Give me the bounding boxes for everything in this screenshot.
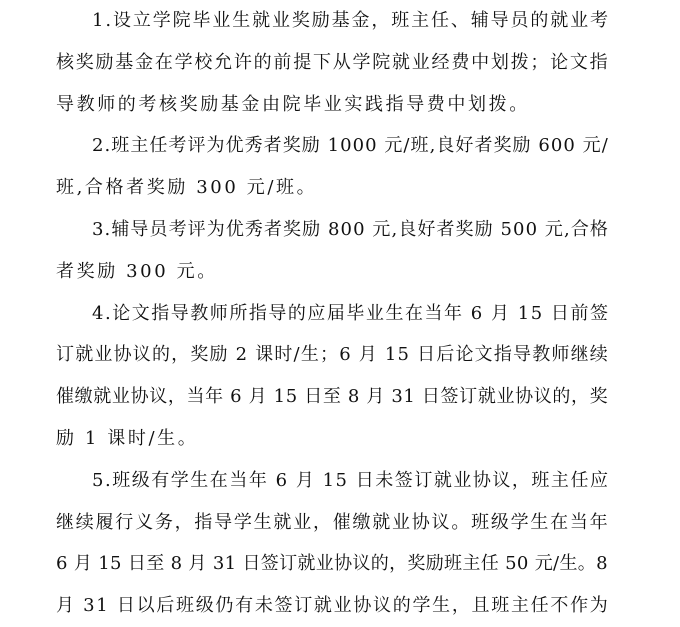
text-line: 催 缴 就 业 协 议 ， 当 年 6 月 1 5 日 至 8 月 3 1 日 签 订 就 业 协 议 的 ， 奖	[56, 386, 608, 408]
text-line: 2 . 班 主 任 考 评 为 优 秀 者 奖 励 1 0 0 0 元 / 班 , 良 好 者 奖 励 6 0 0 元 /	[92, 135, 608, 157]
paragraph-4	[56, 293, 608, 460]
text-line: 6 月 1 5 日 至 8 月 3 1 日 签 订 就 业 协 议 的 ， 奖 励 班 主 任 5 0 元 / 生 。 8	[56, 553, 608, 575]
text-line: 1 . 设 立 学 院 毕 业 生 就 业 奖 励 基 金 ， 班 主 任 、 辅 导 员 的 就 业 考	[92, 10, 608, 31]
document-body	[56, 0, 608, 627]
text-line: 者奖励 300 元。	[56, 260, 218, 282]
text-line: 班,合格者奖励 300 元/班。	[56, 177, 318, 199]
text-line: 继 续 履 行 义 务 ， 指 导 学 生 就 业 ， 催 缴 就 业 协 议 。 班 级 学 生 在 当 年	[56, 511, 608, 533]
text-line: 3 . 辅 导 员 考 评 为 优 秀 者 奖 励 8 0 0 元 , 良 好 者 奖 励 5 0 0 元 , 合 格	[92, 218, 608, 240]
text-line: 订 就 业 协 议 的 ， 奖 励 2 课 时 / 生 ； 6 月 1 5 日 后 论 文 指 导 教 师 继 续	[56, 344, 608, 366]
text-line: 核 奖 励 基 金 在 学 校 允 许 的 前 提 下 从 学 院 就 业 经 费 中 划 拨 ； 论 文 指	[56, 51, 608, 73]
paragraph-1	[56, 0, 608, 125]
paragraph-2	[56, 125, 608, 209]
text-line: 月 3 1 日 以 后 班 级 仍 有 未 签 订 就 业 协 议 的 学 生 ， 且 班 主 任 不 作 为	[56, 595, 608, 617]
text-line: 导教师的考核奖励基金由院毕业实践指导费中划拨。	[56, 93, 530, 115]
paragraph-3	[56, 209, 608, 293]
text-line: 5 . 班 级 有 学 生 在 当 年 6 月 1 5 日 未 签 订 就 业 协 议 ， 班 主 任 应	[92, 469, 608, 491]
paragraph-5	[56, 460, 608, 627]
text-line: 4 . 论 文 指 导 教 师 所 指 导 的 应 届 毕 业 生 在 当 年 6 月 1 5 日 前 签	[92, 302, 608, 324]
text-line: 励 1 课时/生。	[56, 427, 199, 449]
